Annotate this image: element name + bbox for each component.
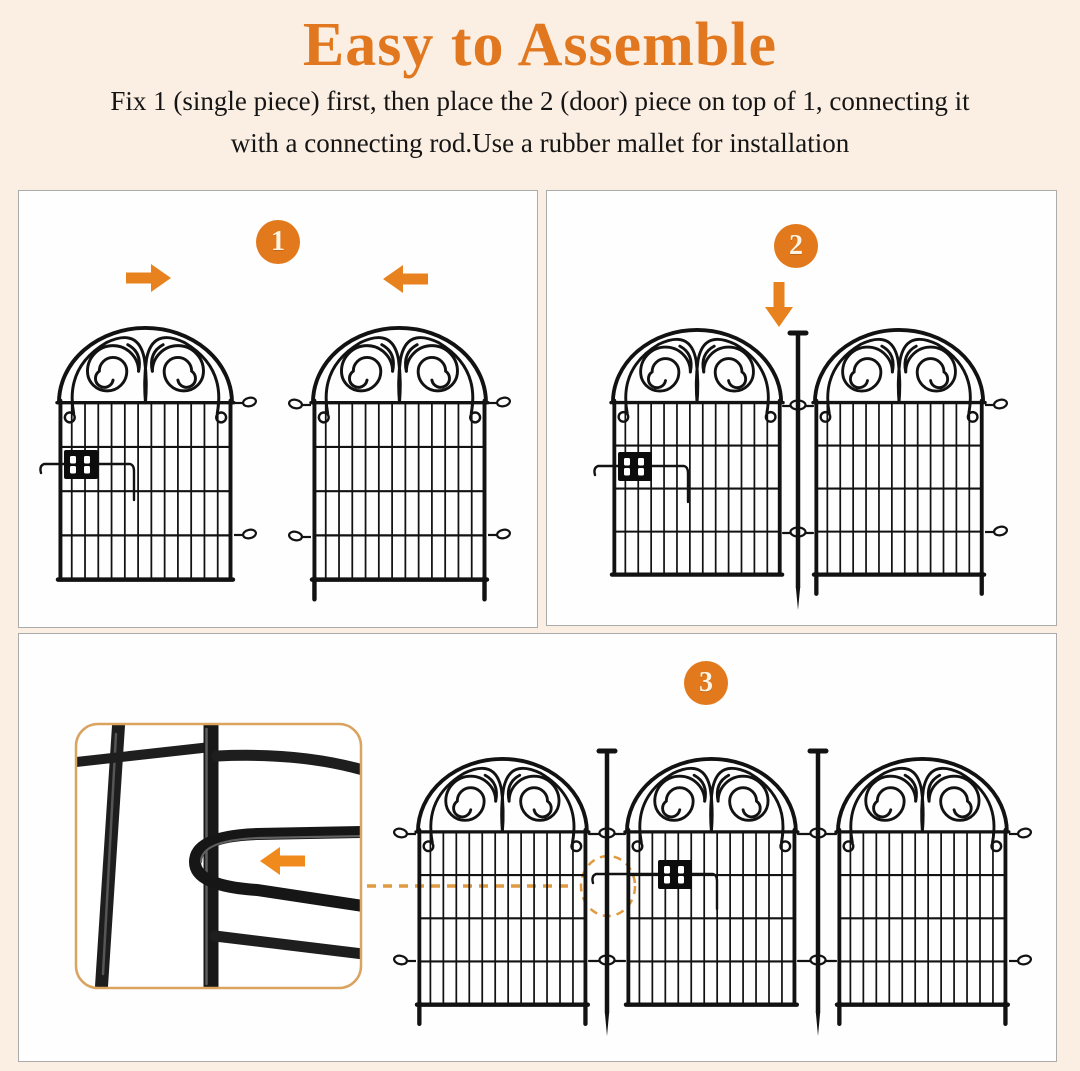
step-1-panel	[18, 190, 538, 628]
connecting-rod	[599, 751, 615, 1036]
hook-eyelet	[393, 955, 416, 966]
arrow-left-icon	[383, 265, 428, 293]
instruction-line-1: Fix 1 (single piece) first, then place the 2 (door) piece on top of 1, connecting it	[110, 86, 970, 116]
step-3-badge: 3	[684, 661, 728, 705]
step-2-panel	[546, 190, 1057, 626]
fence-single-piece	[813, 330, 985, 594]
hook-eyelet	[1009, 955, 1032, 966]
page-title: Easy to Assemble	[302, 11, 778, 79]
rod-rings	[589, 829, 836, 965]
hook-eyelet	[1009, 828, 1032, 839]
hook-eyelet	[488, 397, 511, 408]
gate-latch	[592, 860, 717, 909]
fence-door-piece	[625, 759, 798, 1005]
gate-latch	[40, 450, 134, 500]
step-2-badge: 2	[774, 224, 818, 268]
connection-detail-inset	[76, 718, 363, 994]
hook-eyelet	[488, 529, 511, 540]
arrow-down-icon	[765, 282, 793, 327]
hook-eyelet	[288, 531, 311, 542]
connecting-rod	[790, 333, 806, 610]
hook-eyelet	[985, 526, 1008, 537]
header	[0, 0, 1080, 164]
connecting-rod	[810, 751, 826, 1036]
hook-eyelet	[288, 399, 311, 410]
hook-eyelet	[985, 399, 1008, 410]
hook-eyelet	[234, 397, 257, 408]
arrow-right-icon	[126, 264, 171, 292]
fence-single-piece	[311, 328, 488, 599]
hook-eyelet	[234, 529, 257, 540]
hook-eyelet	[393, 828, 416, 839]
fence-single-piece	[836, 759, 1009, 1024]
step-3-illustration	[19, 634, 1056, 1061]
fence-single-piece	[416, 759, 589, 1024]
gate-latch	[594, 452, 688, 502]
step-1-badge: 1	[256, 220, 300, 264]
instruction-line-2: with a connecting rod.Use a rubber mallet for installation	[230, 128, 850, 158]
step-3-panel	[18, 633, 1057, 1062]
